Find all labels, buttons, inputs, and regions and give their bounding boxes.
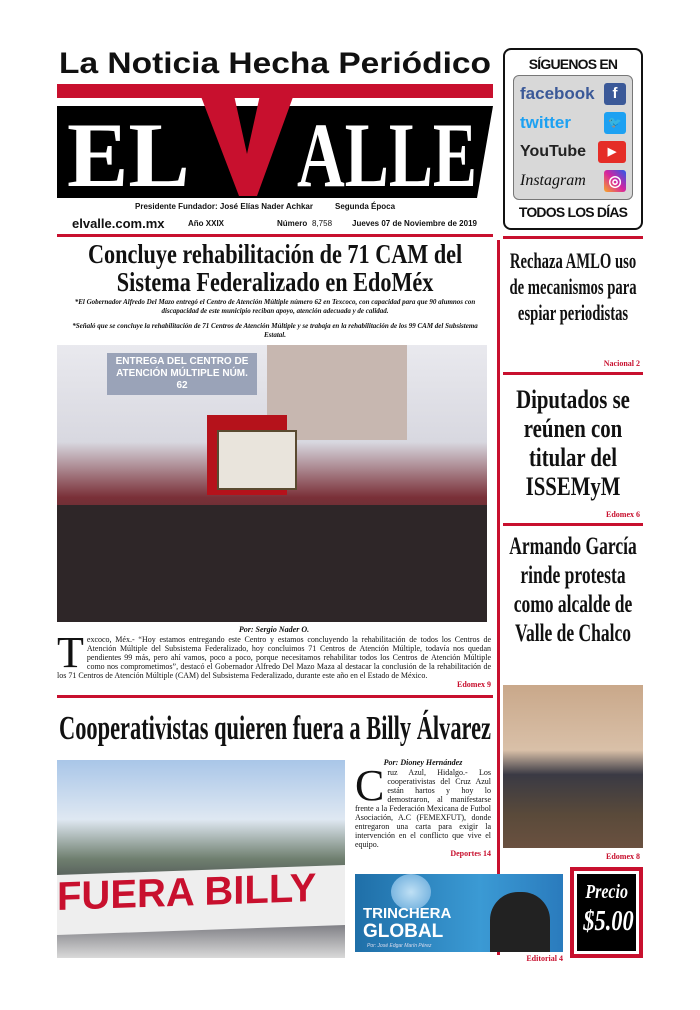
logo-alle: ALLE: [297, 104, 477, 198]
sidebar-headline-2[interactable]: Diputados se reúnen con titular del ISSEMyM: [516, 385, 630, 501]
main-headline[interactable]: Concluye rehabilitación de 71 CAM del Sistema Federalizado en EdoMéx: [87, 239, 463, 297]
tagline-container: [57, 42, 493, 80]
divider: [57, 695, 493, 698]
facebook-icon: f: [604, 83, 626, 105]
social-title: SÍGUENOS EN: [528, 56, 618, 72]
editorial-author: Por: José Edgar Marín Pérez: [367, 943, 432, 949]
price-value: $5.00: [583, 906, 634, 937]
photo-banner: FUERA BILLY: [57, 865, 345, 935]
second-byline: Por: Dioney Hernández: [383, 758, 463, 767]
social-footer: TODOS LOS DÍAS: [518, 204, 628, 220]
social-youtube[interactable]: [520, 137, 626, 166]
youtube-label: YouTube: [520, 142, 587, 160]
editorial-page-ref[interactable]: Editorial 4: [526, 954, 563, 963]
sidebar-ref-1[interactable]: Nacional 2: [603, 359, 640, 368]
sidebar-ref-2[interactable]: Edomex 6: [606, 510, 640, 519]
divider: [503, 236, 643, 239]
second-headline-container: [57, 703, 493, 749]
main-headline-container: [57, 240, 493, 296]
youtube-icon: ▶: [598, 141, 626, 163]
year: Año XXIX: [188, 219, 225, 228]
price-box: [570, 867, 643, 958]
price-label: Precio: [585, 881, 628, 903]
logo-el: EL: [67, 104, 190, 198]
drop-cap: T: [57, 628, 84, 677]
social-box: [503, 48, 643, 230]
founder: Presidente Fundador: José Elías Nader Achkar: [135, 202, 313, 211]
second-page-ref[interactable]: Deportes 14: [450, 849, 491, 858]
drop-cap: C: [355, 761, 385, 810]
sidebar-headline-2-container: [503, 385, 643, 501]
divider: [503, 372, 643, 375]
issue-number: 8,758: [312, 219, 333, 228]
number-label: Número: [277, 219, 308, 228]
instagram-label: Instagram: [520, 171, 586, 189]
twitter-label: twitter: [520, 112, 571, 132]
sidebar-headline-3-container: [503, 532, 643, 648]
second-article: [355, 758, 491, 859]
second-body-text: ruz Azul, Hidalgo.- Los cooperativistas del Cruz Azul están hartos y hoy lo demostraron, al manifestarse frente a la Federación Mexicana de Futbol Asociación, A.C (FEMEXFUT), donde entregaron una carta para exigir la intervención en el conflicto que vive el equipo.: [355, 768, 491, 849]
editorial-banner[interactable]: [355, 874, 563, 952]
instagram-icon: ◎: [604, 170, 626, 192]
author-photo: [490, 892, 550, 952]
facebook-label: facebook: [520, 83, 595, 103]
editorial-title-2: GLOBAL: [363, 921, 444, 942]
social-facebook[interactable]: [520, 79, 626, 108]
date: Jueves 07 de Noviembre de 2019: [352, 219, 477, 228]
social-twitter[interactable]: [520, 108, 626, 137]
sidebar-photo[interactable]: [503, 685, 643, 848]
social-instagram[interactable]: [520, 166, 626, 195]
sidebar-headline-1-container: [503, 248, 643, 326]
tagline: La Noticia Hecha Periódico: [59, 47, 492, 80]
divider: [57, 234, 493, 237]
epoca: Segunda Época: [335, 202, 396, 211]
main-body-text: excoco, Méx.- “Hoy estamos entregando este Centro y estamos concluyendo la rehabilitación de todos los Centros de Atención Múltiple del Subsistema Federalizado, hoy concluimos 71 Centros de Atención Múltiple, todavía nos quedan pendientes 99 más, pero ahí vamos, poco a poco, porque necesitamos rehabilitar todos los Centros de Atención Múltiple como nos comprometimos”, destacó el Gobernador Alfredo Del Mazo Maza al destacar la conclusión de la rehabilitación de los 71 Centros de Atención Múltiple (CAM) del Subsistema Federalizado, durante este año en el Estado de México.: [57, 635, 491, 680]
second-photo[interactable]: [57, 760, 345, 958]
photo-sign: ENTREGA DEL CENTRO DE ATENCIÓN MÚLTIPLE NÚM. 62: [107, 353, 257, 395]
main-subtitle-1: *El Gobernador Alfredo Del Mazo entregó el Centro de Atención Múltiple número 62 en Texcoco, con capacidad para que 90 alumnos con discapacidad de este municipio reciban apoyo, atención adecuada y de calidad.: [74, 298, 476, 315]
website-link[interactable]: elvalle.com.mx: [72, 216, 165, 231]
sidebar-ref-3[interactable]: Edomex 8: [606, 852, 640, 861]
sidebar-headline-1[interactable]: Rechaza AMLO uso de mecanismos para espiar periodistas: [509, 248, 637, 325]
newspaper-logo: [57, 84, 493, 198]
main-byline: Por: Sergio Nader O.: [238, 625, 310, 634]
divider: [503, 523, 643, 526]
twitter-icon: 🐦: [604, 112, 626, 134]
main-article: [57, 625, 491, 690]
main-photo[interactable]: [57, 345, 487, 622]
second-headline[interactable]: Cooperativistas quieren fuera a Billy Álvarez: [59, 710, 491, 747]
main-page-ref[interactable]: Edomex 9: [457, 680, 491, 689]
column-divider: [497, 240, 500, 955]
main-subtitle-2: *Señaló que se concluye la rehabilitación de 71 Centros de Atención Múltiple y se trabaja en la rehabilitación de los 99 CAM del Subsistema Estatal.: [72, 322, 478, 339]
sidebar-headline-3[interactable]: Armando García rinde protesta como alcalde de Valle de Chalco: [509, 533, 637, 647]
editorial-title-1: TRINCHERA: [363, 905, 452, 922]
